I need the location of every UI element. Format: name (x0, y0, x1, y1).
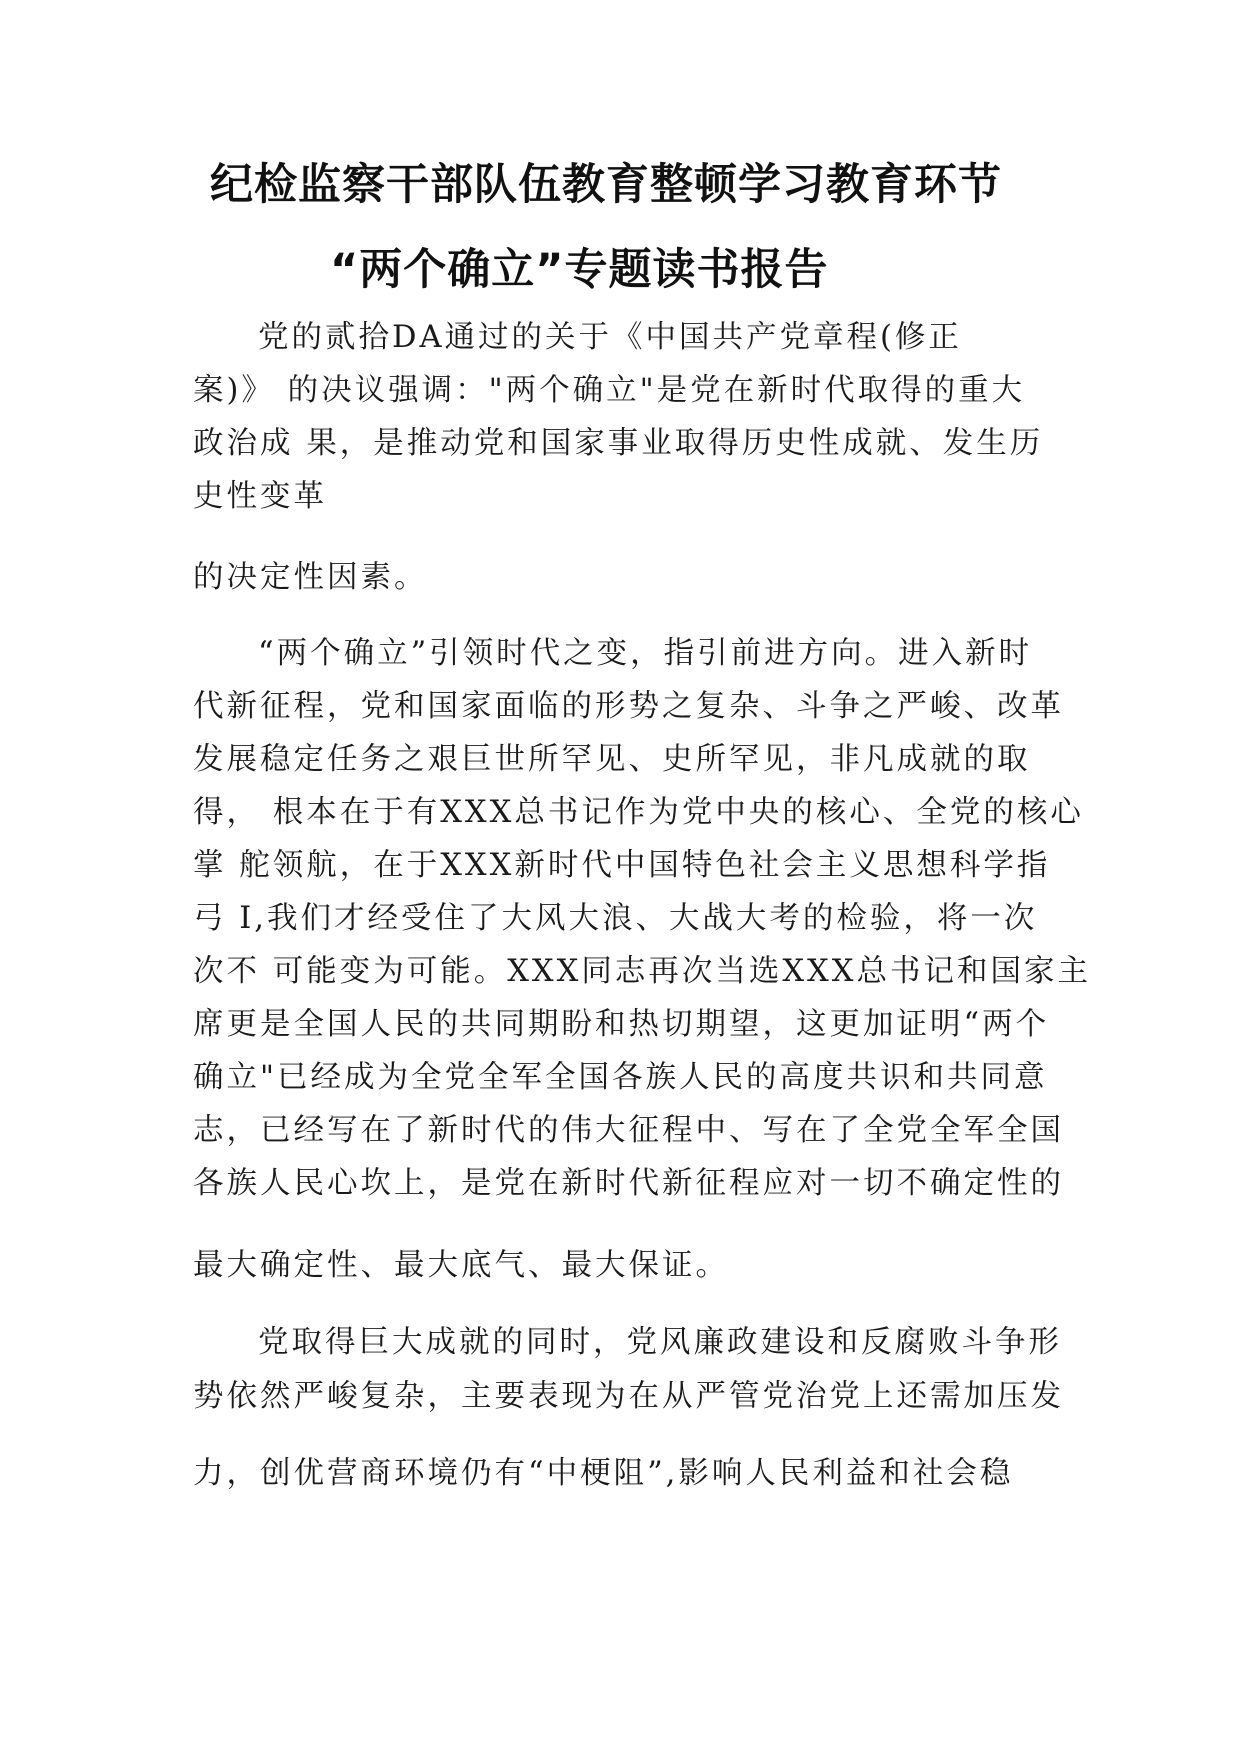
paragraph-2-line-11: 各族人民心坎上，是党在新时代新征程应对一切不确定性的 (193, 1166, 1064, 1201)
paragraph-2-line-1: “两个确立”引领时代之变，指引前进方向。进入新时 (258, 636, 1033, 671)
paragraph-2-line-2: 代新征程，党和国家面临的形势之复杂、斗争之严峻、改革 (193, 689, 1064, 724)
paragraph-2-line-10: 志，已经写在了新时代的伟大征程中、写在了全党全军全国 (193, 1113, 1064, 1148)
paragraph-2-line-6: 弓 I,我们才经受住了大风大浪、大战大考的检验，将一次 (193, 901, 1038, 936)
paragraph-2-line-12: 最大确定性、最大底气、最大保证。 (193, 1248, 729, 1283)
paragraph-2-line-5: 掌 舵领航，在于XXX新时代中国特色社会主义思想科学指 (193, 848, 1051, 883)
paragraph-1-line-2: 案)》 的决议强调："两个确立"是党在新时代取得的重大 (193, 373, 1026, 408)
paragraph-1-line-3: 政治成 果，是推动党和国家事业取得历史性成就、发生历 (193, 426, 1044, 461)
paragraph-1-line-4: 史性变革 (193, 479, 327, 514)
paragraph-2-line-9: 确立"已经成为全党全军全国各族人民的高度共识和共同意 (193, 1060, 1048, 1095)
paragraph-2-line-7: 次不 可能变为可能。XXX同志再次当选XXX总书记和国家主 (193, 954, 1091, 989)
document-title-line-2: “两个确立”专题读书报告 (330, 245, 829, 295)
paragraph-3-line-1: 党取得巨大成就的同时，党风廉政建设和反腐败斗争形 (258, 1325, 1062, 1360)
paragraph-2-line-3: 发展稳定任务之艰巨世所罕见、史所罕见，非凡成就的取 (193, 742, 1031, 777)
document-title-line-1: 纪检监察干部队伍教育整顿学习教育环节 (210, 160, 1002, 210)
paragraph-3-line-2: 势依然严峻复杂，主要表现为在从严管党治党上还需加压发 (193, 1379, 1064, 1414)
paragraph-2-line-4: 得， 根本在于有XXX总书记作为党中央的核心、全党的核心 (193, 795, 1084, 830)
paragraph-1-line-5: 的决定性因素。 (193, 560, 428, 595)
paragraph-2-line-8: 席更是全国人民的共同期盼和热切期望，这更加证明“两个 (193, 1007, 1050, 1042)
paragraph-3-line-3: 力，创优营商环境仍有“中梗阻”,影响人民利益和社会稳 (193, 1456, 1014, 1491)
paragraph-1-line-1: 党的贰拾DA通过的关于《中国共产党章程(修正 (258, 320, 962, 355)
